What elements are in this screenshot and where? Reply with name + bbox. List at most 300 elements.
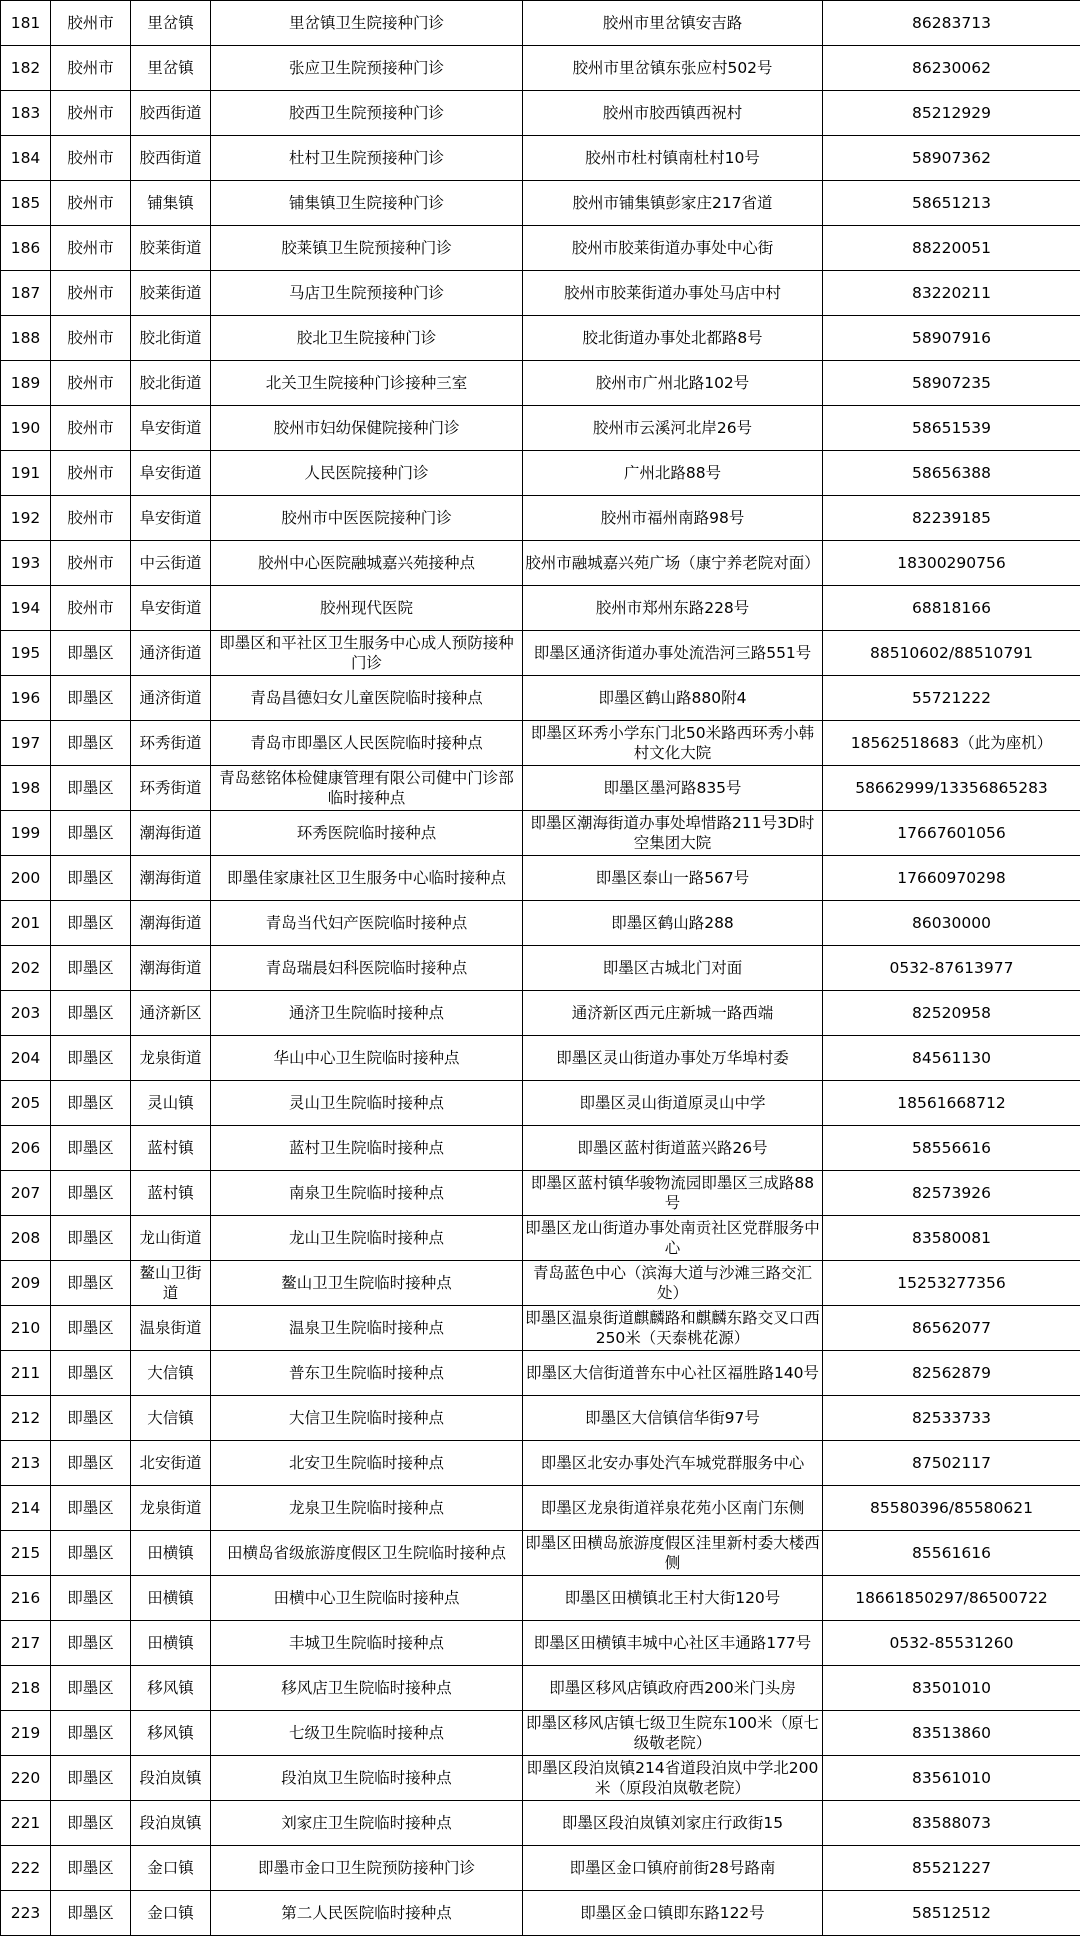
city-cell: 即墨区 [51, 631, 131, 676]
clinic-name-cell: 龙山卫生院临时接种点 [211, 1216, 523, 1261]
row-number-cell: 195 [1, 631, 51, 676]
town-cell: 胶北街道 [131, 361, 211, 406]
city-cell: 即墨区 [51, 1531, 131, 1576]
town-cell: 环秀街道 [131, 721, 211, 766]
address-cell: 胶州市福州南路98号 [523, 496, 823, 541]
clinic-name-cell: 七级卫生院临时接种点 [211, 1711, 523, 1756]
address-cell: 即墨区段泊岚镇刘家庄行政街15 [523, 1801, 823, 1846]
phone-cell: 88220051 [823, 226, 1080, 271]
clinic-name-cell: 第二人民医院临时接种点 [211, 1891, 523, 1936]
town-cell: 胶莱街道 [131, 271, 211, 316]
row-number-cell: 203 [1, 991, 51, 1036]
table-row [1, 1081, 1080, 1126]
clinic-name-cell: 环秀医院临时接种点 [211, 811, 523, 856]
table-row [1, 901, 1080, 946]
address-cell: 即墨区北安办事处汽车城党群服务中心 [523, 1441, 823, 1486]
table-row [1, 136, 1080, 181]
address-cell: 即墨区田横岛旅游度假区洼里新村委大楼西侧 [523, 1531, 823, 1576]
table-row [1, 856, 1080, 901]
town-cell: 大信镇 [131, 1351, 211, 1396]
clinic-name-cell: 青岛慈铭体检健康管理有限公司健中门诊部临时接种点 [211, 766, 523, 811]
row-number-cell: 198 [1, 766, 51, 811]
city-cell: 即墨区 [51, 1036, 131, 1081]
row-number-cell: 197 [1, 721, 51, 766]
address-cell: 即墨区鹤山路880附4 [523, 676, 823, 721]
row-number-cell: 202 [1, 946, 51, 991]
table-row [1, 946, 1080, 991]
table-row [1, 1036, 1080, 1081]
phone-cell: 58907362 [823, 136, 1080, 181]
address-cell: 青岛蓝色中心（滨海大道与沙滩三路交汇处） [523, 1261, 823, 1306]
city-cell: 胶州市 [51, 91, 131, 136]
clinic-name-cell: 南泉卫生院临时接种点 [211, 1171, 523, 1216]
row-number-cell: 218 [1, 1666, 51, 1711]
phone-cell: 18561668712 [823, 1081, 1080, 1126]
address-cell: 胶州市广州北路102号 [523, 361, 823, 406]
table-row [1, 1216, 1080, 1261]
clinic-name-cell: 胶西卫生院预接种门诊 [211, 91, 523, 136]
clinic-name-cell: 移风店卫生院临时接种点 [211, 1666, 523, 1711]
phone-cell: 86230062 [823, 46, 1080, 91]
phone-cell: 58556616 [823, 1126, 1080, 1171]
city-cell: 即墨区 [51, 1846, 131, 1891]
table-body [1, 1, 1080, 1936]
city-cell: 即墨区 [51, 1576, 131, 1621]
clinic-name-cell: 青岛瑞晨妇科医院临时接种点 [211, 946, 523, 991]
city-cell: 即墨区 [51, 1261, 131, 1306]
phone-cell: 0532-85531260 [823, 1621, 1080, 1666]
address-cell: 胶北街道办事处北都路8号 [523, 316, 823, 361]
phone-cell: 82573926 [823, 1171, 1080, 1216]
row-number-cell: 215 [1, 1531, 51, 1576]
town-cell: 田横镇 [131, 1621, 211, 1666]
phone-cell: 86562077 [823, 1306, 1080, 1351]
clinic-name-cell: 铺集镇卫生院接种门诊 [211, 181, 523, 226]
town-cell: 蓝村镇 [131, 1126, 211, 1171]
clinic-name-cell: 即墨区和平社区卫生服务中心成人预防接种门诊 [211, 631, 523, 676]
town-cell: 龙泉街道 [131, 1486, 211, 1531]
town-cell: 铺集镇 [131, 181, 211, 226]
table-row [1, 1126, 1080, 1171]
town-cell: 大信镇 [131, 1396, 211, 1441]
row-number-cell: 205 [1, 1081, 51, 1126]
row-number-cell: 210 [1, 1306, 51, 1351]
city-cell: 即墨区 [51, 1441, 131, 1486]
table-row [1, 1441, 1080, 1486]
phone-cell: 58662999/13356865283 [823, 766, 1080, 811]
city-cell: 胶州市 [51, 541, 131, 586]
table-row [1, 361, 1080, 406]
address-cell: 通济新区西元庄新城一路西端 [523, 991, 823, 1036]
phone-cell: 83580081 [823, 1216, 1080, 1261]
city-cell: 即墨区 [51, 1216, 131, 1261]
city-cell: 胶州市 [51, 406, 131, 451]
clinic-name-cell: 龙泉卫生院临时接种点 [211, 1486, 523, 1531]
row-number-cell: 200 [1, 856, 51, 901]
town-cell: 田横镇 [131, 1531, 211, 1576]
city-cell: 即墨区 [51, 991, 131, 1036]
town-cell: 环秀街道 [131, 766, 211, 811]
address-cell: 即墨区移风店镇七级卫生院东100米（原七级敬老院） [523, 1711, 823, 1756]
table-row [1, 181, 1080, 226]
row-number-cell: 181 [1, 1, 51, 46]
city-cell: 即墨区 [51, 1081, 131, 1126]
address-cell: 即墨区墨河路835号 [523, 766, 823, 811]
phone-cell: 58656388 [823, 451, 1080, 496]
row-number-cell: 199 [1, 811, 51, 856]
city-cell: 即墨区 [51, 1351, 131, 1396]
address-cell: 即墨区环秀小学东门北50米路西环秀小韩村文化大院 [523, 721, 823, 766]
city-cell: 胶州市 [51, 1, 131, 46]
phone-cell: 18661850297/86500722 [823, 1576, 1080, 1621]
city-cell: 即墨区 [51, 1891, 131, 1936]
clinic-name-cell: 蓝村卫生院临时接种点 [211, 1126, 523, 1171]
clinic-name-cell: 青岛当代妇产医院临时接种点 [211, 901, 523, 946]
town-cell: 胶西街道 [131, 136, 211, 181]
row-number-cell: 211 [1, 1351, 51, 1396]
town-cell: 里岔镇 [131, 1, 211, 46]
city-cell: 胶州市 [51, 361, 131, 406]
clinic-name-cell: 北安卫生院临时接种点 [211, 1441, 523, 1486]
town-cell: 潮海街道 [131, 901, 211, 946]
row-number-cell: 223 [1, 1891, 51, 1936]
phone-cell: 85212929 [823, 91, 1080, 136]
row-number-cell: 186 [1, 226, 51, 271]
phone-cell: 68818166 [823, 586, 1080, 631]
clinic-name-cell: 张应卫生院预接种门诊 [211, 46, 523, 91]
row-number-cell: 194 [1, 586, 51, 631]
table-row [1, 1711, 1080, 1756]
phone-cell: 85521227 [823, 1846, 1080, 1891]
address-cell: 即墨区鹤山路288 [523, 901, 823, 946]
row-number-cell: 187 [1, 271, 51, 316]
table-row [1, 1801, 1080, 1846]
clinic-name-cell: 即墨市金口卫生院预防接种门诊 [211, 1846, 523, 1891]
table-row [1, 676, 1080, 721]
town-cell: 移风镇 [131, 1711, 211, 1756]
address-cell: 胶州市铺集镇彭家庄217省道 [523, 181, 823, 226]
address-cell: 广州北路88号 [523, 451, 823, 496]
city-cell: 即墨区 [51, 1711, 131, 1756]
table-row [1, 1261, 1080, 1306]
city-cell: 即墨区 [51, 946, 131, 991]
row-number-cell: 189 [1, 361, 51, 406]
table-row [1, 316, 1080, 361]
row-number-cell: 183 [1, 91, 51, 136]
address-cell: 即墨区大信镇信华街97号 [523, 1396, 823, 1441]
clinic-name-cell: 通济卫生院临时接种点 [211, 991, 523, 1036]
address-cell: 即墨区灵山街道原灵山中学 [523, 1081, 823, 1126]
clinic-name-cell: 胶州中心医院融城嘉兴苑接种点 [211, 541, 523, 586]
clinic-name-cell: 人民医院接种门诊 [211, 451, 523, 496]
city-cell: 胶州市 [51, 271, 131, 316]
phone-cell: 18562518683（此为座机） [823, 721, 1080, 766]
table-row [1, 811, 1080, 856]
clinic-name-cell: 北关卫生院接种门诊接种三室 [211, 361, 523, 406]
table-row [1, 766, 1080, 811]
table-row [1, 1, 1080, 46]
town-cell: 阜安街道 [131, 451, 211, 496]
row-number-cell: 191 [1, 451, 51, 496]
phone-cell: 58651213 [823, 181, 1080, 226]
phone-cell: 82239185 [823, 496, 1080, 541]
city-cell: 即墨区 [51, 1486, 131, 1531]
town-cell: 鳌山卫街道 [131, 1261, 211, 1306]
clinic-name-cell: 华山中心卫生院临时接种点 [211, 1036, 523, 1081]
town-cell: 胶西街道 [131, 91, 211, 136]
row-number-cell: 207 [1, 1171, 51, 1216]
table-row [1, 1351, 1080, 1396]
town-cell: 龙山街道 [131, 1216, 211, 1261]
clinic-name-cell: 胶北卫生院接种门诊 [211, 316, 523, 361]
clinic-name-cell: 田横中心卫生院临时接种点 [211, 1576, 523, 1621]
phone-cell: 82533733 [823, 1396, 1080, 1441]
address-cell: 即墨区龙山街道办事处南贡社区党群服务中心 [523, 1216, 823, 1261]
table-row [1, 496, 1080, 541]
table-row [1, 406, 1080, 451]
address-cell: 胶州市胶西镇西祝村 [523, 91, 823, 136]
address-cell: 即墨区泰山一路567号 [523, 856, 823, 901]
phone-cell: 84561130 [823, 1036, 1080, 1081]
town-cell: 胶北街道 [131, 316, 211, 361]
city-cell: 即墨区 [51, 1396, 131, 1441]
city-cell: 即墨区 [51, 1171, 131, 1216]
town-cell: 潮海街道 [131, 811, 211, 856]
phone-cell: 15253277356 [823, 1261, 1080, 1306]
town-cell: 通济街道 [131, 676, 211, 721]
clinic-name-cell: 胶州市妇幼保健院接种门诊 [211, 406, 523, 451]
phone-cell: 83513860 [823, 1711, 1080, 1756]
row-number-cell: 196 [1, 676, 51, 721]
table-row [1, 1756, 1080, 1801]
phone-cell: 0532-87613977 [823, 946, 1080, 991]
town-cell: 北安街道 [131, 1441, 211, 1486]
phone-cell: 88510602/88510791 [823, 631, 1080, 676]
town-cell: 金口镇 [131, 1891, 211, 1936]
address-cell: 即墨区通济街道办事处流浩河三路551号 [523, 631, 823, 676]
town-cell: 通济新区 [131, 991, 211, 1036]
row-number-cell: 217 [1, 1621, 51, 1666]
address-cell: 即墨区龙泉街道祥泉花苑小区南门东侧 [523, 1486, 823, 1531]
row-number-cell: 185 [1, 181, 51, 226]
town-cell: 潮海街道 [131, 946, 211, 991]
clinic-name-cell: 温泉卫生院临时接种点 [211, 1306, 523, 1351]
row-number-cell: 201 [1, 901, 51, 946]
city-cell: 即墨区 [51, 721, 131, 766]
address-cell: 胶州市云溪河北岸26号 [523, 406, 823, 451]
phone-cell: 86283713 [823, 1, 1080, 46]
address-cell: 即墨区田横镇北王村大街120号 [523, 1576, 823, 1621]
city-cell: 即墨区 [51, 1756, 131, 1801]
phone-cell: 83501010 [823, 1666, 1080, 1711]
row-number-cell: 182 [1, 46, 51, 91]
city-cell: 即墨区 [51, 856, 131, 901]
address-cell: 即墨区段泊岚镇214省道段泊岚中学北200米（原段泊岚敬老院） [523, 1756, 823, 1801]
address-cell: 即墨区移风店镇政府西200米门头房 [523, 1666, 823, 1711]
town-cell: 阜安街道 [131, 406, 211, 451]
row-number-cell: 208 [1, 1216, 51, 1261]
phone-cell: 85561616 [823, 1531, 1080, 1576]
city-cell: 即墨区 [51, 1126, 131, 1171]
city-cell: 即墨区 [51, 676, 131, 721]
row-number-cell: 216 [1, 1576, 51, 1621]
table-row [1, 721, 1080, 766]
phone-cell: 87502117 [823, 1441, 1080, 1486]
clinic-name-cell: 里岔镇卫生院接种门诊 [211, 1, 523, 46]
address-cell: 即墨区灵山街道办事处万华埠村委 [523, 1036, 823, 1081]
city-cell: 胶州市 [51, 181, 131, 226]
table-row [1, 1621, 1080, 1666]
clinic-name-cell: 刘家庄卫生院临时接种点 [211, 1801, 523, 1846]
row-number-cell: 214 [1, 1486, 51, 1531]
city-cell: 胶州市 [51, 46, 131, 91]
town-cell: 移风镇 [131, 1666, 211, 1711]
phone-cell: 83220211 [823, 271, 1080, 316]
phone-cell: 17667601056 [823, 811, 1080, 856]
town-cell: 蓝村镇 [131, 1171, 211, 1216]
table-row [1, 1666, 1080, 1711]
table-row [1, 91, 1080, 136]
address-cell: 胶州市胶莱街道办事处中心街 [523, 226, 823, 271]
city-cell: 胶州市 [51, 586, 131, 631]
clinic-name-cell: 大信卫生院临时接种点 [211, 1396, 523, 1441]
table-row [1, 1171, 1080, 1216]
clinic-name-cell: 鳌山卫卫生院临时接种点 [211, 1261, 523, 1306]
clinic-name-cell: 胶州现代医院 [211, 586, 523, 631]
clinic-name-cell: 胶州市中医医院接种门诊 [211, 496, 523, 541]
row-number-cell: 209 [1, 1261, 51, 1306]
city-cell: 即墨区 [51, 1621, 131, 1666]
address-cell: 即墨区金口镇即东路122号 [523, 1891, 823, 1936]
address-cell: 即墨区古城北门对面 [523, 946, 823, 991]
city-cell: 胶州市 [51, 316, 131, 361]
phone-cell: 18300290756 [823, 541, 1080, 586]
address-cell: 胶州市里岔镇东张应村502号 [523, 46, 823, 91]
table-row [1, 271, 1080, 316]
table-row [1, 586, 1080, 631]
city-cell: 胶州市 [51, 226, 131, 271]
town-cell: 龙泉街道 [131, 1036, 211, 1081]
table-row [1, 1486, 1080, 1531]
phone-cell: 58512512 [823, 1891, 1080, 1936]
table-row [1, 46, 1080, 91]
clinic-name-cell: 即墨佳家康社区卫生服务中心临时接种点 [211, 856, 523, 901]
table-row [1, 226, 1080, 271]
clinic-name-cell: 杜村卫生院预接种门诊 [211, 136, 523, 181]
town-cell: 田横镇 [131, 1576, 211, 1621]
row-number-cell: 213 [1, 1441, 51, 1486]
address-cell: 胶州市郑州东路228号 [523, 586, 823, 631]
clinic-name-cell: 普东卫生院临时接种点 [211, 1351, 523, 1396]
town-cell: 段泊岚镇 [131, 1801, 211, 1846]
town-cell: 段泊岚镇 [131, 1756, 211, 1801]
table-row [1, 451, 1080, 496]
phone-cell: 82562879 [823, 1351, 1080, 1396]
table-row [1, 1891, 1080, 1936]
city-cell: 胶州市 [51, 136, 131, 181]
clinic-name-cell: 田横岛省级旅游度假区卫生院临时接种点 [211, 1531, 523, 1576]
town-cell: 阜安街道 [131, 586, 211, 631]
phone-cell: 83588073 [823, 1801, 1080, 1846]
town-cell: 潮海街道 [131, 856, 211, 901]
city-cell: 胶州市 [51, 496, 131, 541]
town-cell: 通济街道 [131, 631, 211, 676]
row-number-cell: 188 [1, 316, 51, 361]
phone-cell: 58907916 [823, 316, 1080, 361]
row-number-cell: 184 [1, 136, 51, 181]
phone-cell: 85580396/85580621 [823, 1486, 1080, 1531]
address-cell: 胶州市胶莱街道办事处马店中村 [523, 271, 823, 316]
address-cell: 即墨区大信街道普东中心社区福胜路140号 [523, 1351, 823, 1396]
clinic-name-cell: 丰城卫生院临时接种点 [211, 1621, 523, 1666]
city-cell: 即墨区 [51, 811, 131, 856]
row-number-cell: 192 [1, 496, 51, 541]
phone-cell: 58651539 [823, 406, 1080, 451]
address-cell: 即墨区金口镇府前街28号路南 [523, 1846, 823, 1891]
town-cell: 阜安街道 [131, 496, 211, 541]
table-row [1, 1846, 1080, 1891]
phone-cell: 55721222 [823, 676, 1080, 721]
row-number-cell: 222 [1, 1846, 51, 1891]
table-row [1, 631, 1080, 676]
address-cell: 即墨区潮海街道办事处埠惜路211号3D时空集团大院 [523, 811, 823, 856]
phone-cell: 58907235 [823, 361, 1080, 406]
address-cell: 胶州市里岔镇安吉路 [523, 1, 823, 46]
city-cell: 即墨区 [51, 1801, 131, 1846]
clinic-name-cell: 马店卫生院预接种门诊 [211, 271, 523, 316]
town-cell: 金口镇 [131, 1846, 211, 1891]
row-number-cell: 190 [1, 406, 51, 451]
row-number-cell: 204 [1, 1036, 51, 1081]
phone-cell: 83561010 [823, 1756, 1080, 1801]
address-cell: 即墨区田横镇丰城中心社区丰通路177号 [523, 1621, 823, 1666]
table-row [1, 991, 1080, 1036]
row-number-cell: 212 [1, 1396, 51, 1441]
address-cell: 胶州市融城嘉兴苑广场（康宁养老院对面） [523, 541, 823, 586]
town-cell: 胶莱街道 [131, 226, 211, 271]
phone-cell: 82520958 [823, 991, 1080, 1036]
row-number-cell: 193 [1, 541, 51, 586]
clinic-name-cell: 灵山卫生院临时接种点 [211, 1081, 523, 1126]
clinic-name-cell: 青岛昌德妇女儿童医院临时接种点 [211, 676, 523, 721]
row-number-cell: 219 [1, 1711, 51, 1756]
phone-cell: 17660970298 [823, 856, 1080, 901]
city-cell: 即墨区 [51, 766, 131, 811]
clinic-name-cell: 段泊岚卫生院临时接种点 [211, 1756, 523, 1801]
row-number-cell: 220 [1, 1756, 51, 1801]
town-cell: 温泉街道 [131, 1306, 211, 1351]
row-number-cell: 221 [1, 1801, 51, 1846]
table-row [1, 1306, 1080, 1351]
city-cell: 胶州市 [51, 451, 131, 496]
address-cell: 即墨区温泉街道麒麟路和麒麟东路交叉口西250米（天泰桃花源） [523, 1306, 823, 1351]
town-cell: 中云街道 [131, 541, 211, 586]
clinic-name-cell: 胶莱镇卫生院预接种门诊 [211, 226, 523, 271]
town-cell: 灵山镇 [131, 1081, 211, 1126]
address-cell: 即墨区蓝村街道蓝兴路26号 [523, 1126, 823, 1171]
phone-cell: 86030000 [823, 901, 1080, 946]
city-cell: 即墨区 [51, 1666, 131, 1711]
table-row [1, 1396, 1080, 1441]
town-cell: 里岔镇 [131, 46, 211, 91]
table-row [1, 541, 1080, 586]
table-row [1, 1576, 1080, 1621]
table-row [1, 1531, 1080, 1576]
address-cell: 胶州市杜村镇南杜村10号 [523, 136, 823, 181]
clinic-name-cell: 青岛市即墨区人民医院临时接种点 [211, 721, 523, 766]
row-number-cell: 206 [1, 1126, 51, 1171]
city-cell: 即墨区 [51, 901, 131, 946]
